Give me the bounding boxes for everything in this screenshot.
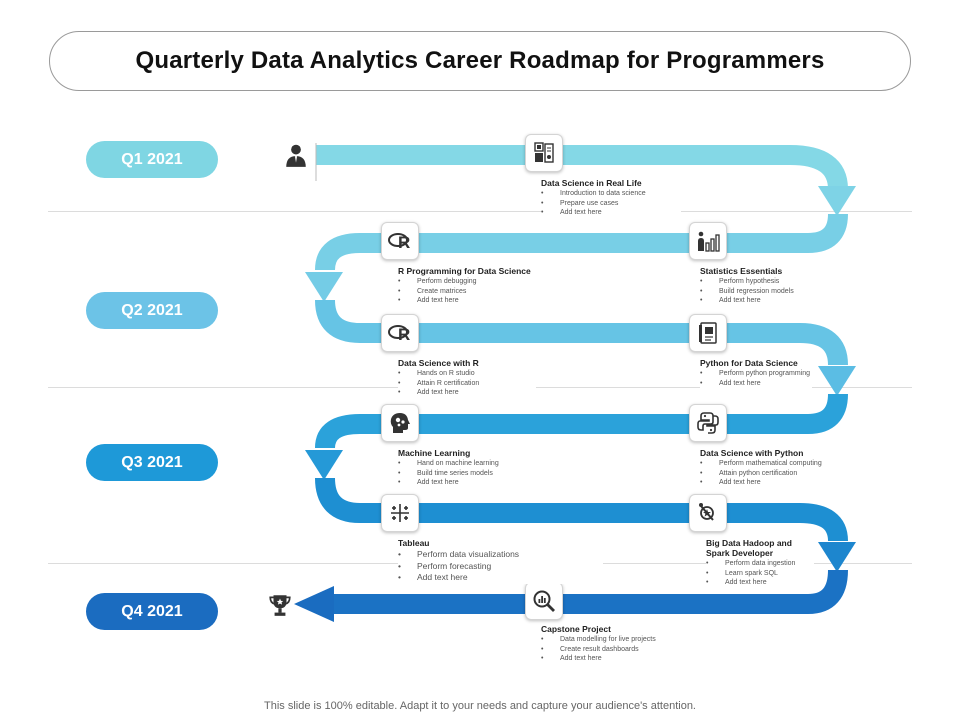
step-item: • Add text here (719, 478, 840, 488)
tableau-icon (381, 494, 419, 532)
step-title: Machine Learning (398, 448, 471, 458)
step-item: • Perform hypothesis (719, 277, 840, 287)
road-arrow (818, 186, 856, 216)
step-item: • Create result dashboards (560, 645, 691, 655)
step-item: • Add text here (719, 379, 812, 389)
step-item: • Add text here (725, 578, 814, 588)
step-item: • Perform data ingestion (725, 559, 814, 569)
step-item: • Add text here (719, 296, 840, 306)
step-title: Data Science with Python (700, 448, 804, 458)
step-item: • Perform forecasting (417, 561, 603, 573)
step-tableau (398, 538, 603, 584)
statistics-icon (689, 222, 727, 260)
step-machine-learning (398, 448, 538, 488)
step-data-science-with-python (700, 448, 840, 488)
footer-note: This slide is 100% editable. Adapt it to your needs and capture your audience's attention. (264, 700, 696, 712)
step-title: Python for Data Science (700, 358, 798, 368)
step-item: • Perform data visualizations (417, 549, 603, 561)
step-title: Big Data Hadoop and Spark Developer (706, 538, 792, 558)
r-logo-icon (381, 222, 419, 260)
step-item: • Prepare use cases (560, 199, 681, 209)
step-item: • Hand on machine learning (417, 459, 538, 469)
step-python-for-data-science (700, 358, 812, 388)
step-title: R Programming for Data Science (398, 266, 531, 276)
step-item: • Add text here (417, 478, 538, 488)
road-arrow (305, 272, 343, 302)
quarter-pill-q2: Q2 2021 (86, 292, 218, 329)
step-statistics-essentials (700, 266, 840, 306)
svg-text:R: R (398, 325, 411, 344)
step-item: • Data modelling for live projects (560, 635, 691, 645)
step-title: Data Science with R (398, 358, 479, 368)
step-item: • Build time series models (417, 469, 538, 479)
step-item: • Perform python programming (719, 369, 812, 379)
road-arrow (818, 542, 856, 572)
step-data-science-with-r (398, 358, 536, 398)
step-item: • Add text here (417, 388, 536, 398)
step-capstone-project (541, 624, 691, 664)
step-item: • Attain python certification (719, 469, 840, 479)
step-data-science-in-real-life (541, 178, 681, 218)
step-item: • Add text here (417, 296, 548, 306)
step-title: Tableau (398, 538, 430, 548)
step-item: • Add text here (560, 208, 681, 218)
spark-icon (689, 494, 727, 532)
step-item: • Build regression models (719, 287, 840, 297)
magnifier-chart-icon (525, 582, 563, 620)
brain-head-icon (381, 404, 419, 442)
quarter-pill-q1: Q1 2021 (86, 141, 218, 178)
step-item: • Perform mathematical computing (719, 459, 840, 469)
step-item: • Introduction to data science (560, 189, 681, 199)
data-science-icon (525, 134, 563, 172)
step-title: Capstone Project (541, 624, 611, 634)
quarter-pill-q3: Q3 2021 (86, 444, 218, 481)
road-arrow (294, 586, 334, 622)
step-item: • Add text here (417, 572, 603, 584)
road-arrow (305, 450, 343, 480)
step-item: • Add text here (560, 654, 691, 664)
step-item: • Attain R certification (417, 379, 536, 389)
svg-text:R: R (398, 233, 411, 252)
step-title: Data Science in Real Life (541, 178, 642, 188)
python-logo-icon (689, 404, 727, 442)
step-item: • Perform debugging (417, 277, 548, 287)
step-item: • Create matrices (417, 287, 548, 297)
step-r-programming (398, 266, 548, 306)
quarter-pill-q4: Q4 2021 (86, 593, 218, 630)
trophy-icon (265, 590, 295, 620)
page-title: Quarterly Data Analytics Career Roadmap for Programmers (135, 47, 825, 74)
r-logo-icon (381, 314, 419, 352)
road-arrow (818, 366, 856, 396)
step-title: Statistics Essentials (700, 266, 783, 276)
person-icon (281, 140, 311, 170)
step-item: • Learn spark SQL (725, 569, 814, 579)
python-book-icon (689, 314, 727, 352)
step-item: • Hands on R studio (417, 369, 536, 379)
step-big-data-hadoop-spark (706, 538, 814, 588)
